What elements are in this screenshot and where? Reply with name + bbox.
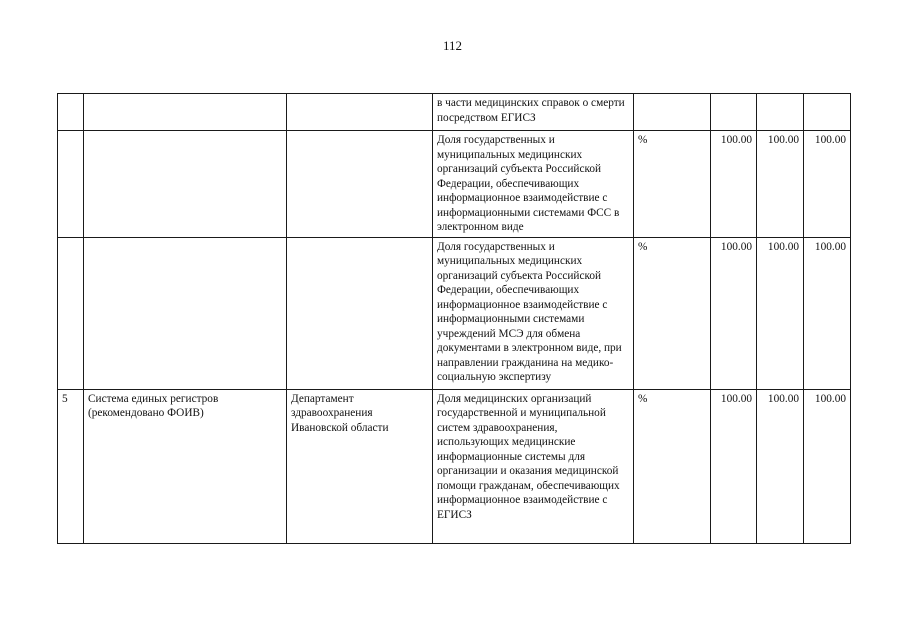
executor-cell	[287, 131, 433, 238]
indicator-cell: в части медицинских справок о смерти посредством ЕГИСЗ	[433, 94, 634, 131]
value-cell: 100.00	[804, 389, 851, 543]
value-cell: 100.00	[804, 131, 851, 238]
value-cell: 100.00	[711, 237, 757, 389]
table-row	[58, 94, 851, 131]
value-cell: 100.00	[711, 131, 757, 238]
table-row	[58, 389, 851, 543]
unit-cell: %	[634, 237, 711, 389]
value-cell: 100.00	[804, 237, 851, 389]
system-cell	[84, 131, 287, 238]
indicators-table	[57, 93, 851, 544]
row-index-cell: 5	[58, 389, 84, 543]
executor-cell: Департамент здравоохранения Ивановской области	[287, 389, 433, 543]
indicator-cell: Доля государственных и муниципальных медицинских организаций субъекта Российской Федерации, обеспечивающих информационное взаимодействие с информационными системами ФСС в электронном виде	[433, 131, 634, 238]
system-cell	[84, 94, 287, 131]
executor-cell	[287, 94, 433, 131]
unit-cell: %	[634, 131, 711, 238]
page-number: 112	[442, 38, 463, 53]
value-cell: 100.00	[757, 389, 804, 543]
system-cell	[84, 237, 287, 389]
row-index-cell	[58, 131, 84, 238]
system-cell: Система единых регистров (рекомендовано ФОИВ)	[84, 389, 287, 543]
row-index-cell	[58, 237, 84, 389]
indicator-cell: Доля медицинских организаций государственной и муниципальной систем здравоохранения, использующих медицинские информационные системы для организации и оказания медицинской помощи гражданам, обеспечивающих информационное взаимодействие с ЕГИСЗ	[433, 389, 634, 543]
value-cell: 100.00	[711, 389, 757, 543]
value-cell	[711, 94, 757, 131]
unit-cell	[634, 94, 711, 131]
table-row	[58, 131, 851, 238]
value-cell	[757, 94, 804, 131]
unit-cell: %	[634, 389, 711, 543]
indicator-cell: Доля государственных и муниципальных медицинских организаций субъекта Российской Федерации, обеспечивающих информационное взаимодействие с информационными системами учреждений МСЭ для обмена документами в электронном виде, при направлении гражданина на медико-социальную экспертизу	[433, 237, 634, 389]
table-row	[58, 237, 851, 389]
value-cell: 100.00	[757, 237, 804, 389]
value-cell: 100.00	[757, 131, 804, 238]
row-index-cell	[58, 94, 84, 131]
value-cell	[804, 94, 851, 131]
executor-cell	[287, 237, 433, 389]
